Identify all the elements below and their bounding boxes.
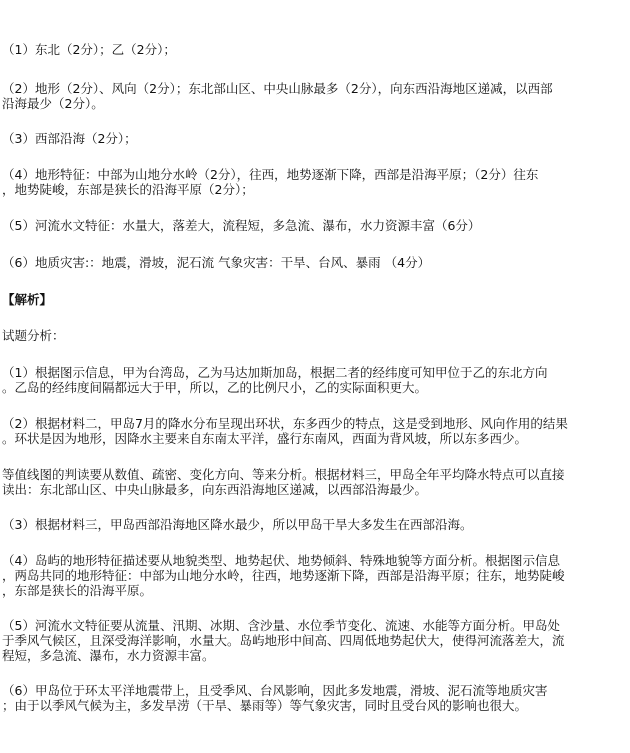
answer-3: （3）西部沿海（2分）； [2, 131, 137, 146]
analysis-para-2-line-2: 。环状是因为地形，因降水主要来自东南太平洋，盛行东南风，西面为背风坡，所以东多西少。 [2, 431, 528, 446]
analysis-para-5-line-3: ，东部是狭长的沿海平原。 [2, 583, 153, 598]
analysis-para-1-line-1: （1）根据图示信息，甲为台湾岛，乙为马达加斯加岛，根据二者的经纬度可知甲位于乙的东北方向 [2, 365, 548, 380]
analysis-para-3-line-1: 等值线图的判读要从数值、疏密、变化方向、等来分析。根据材料三，甲岛全年平均降水特点可以直接 [2, 467, 565, 482]
analysis-heading: 【解析】 [2, 292, 53, 307]
analysis-para-3-line-2: 读出：东北部山区、中央山脉最多，向东西沿海地区递减，以西部沿海最少。 [2, 482, 428, 497]
answer-4-line-2: ，地势陡峻，东部是狭长的沿海平原（2分）； [2, 182, 254, 197]
answer-6: （6）地质灾害:：地震，滑坡，泥石流 气象灾害：干旱、台风、暴雨 （4分） [2, 255, 431, 270]
analysis-para-6-line-1: （5）河流水文特征要从流量、汛期、冰期、含沙量、水位季节变化、流速、水能等方面分析。甲岛处 [2, 618, 560, 633]
analysis-para-7-line-2: ；由于以季风气候为主，多发旱涝（干旱、暴雨等）等气象灾害，同时且受台风的影响也很大。 [2, 698, 528, 713]
analysis-para-1-line-2: 。乙岛的经纬度间隔都远大于甲，所以，乙的比例尺小，乙的实际面积更大。 [2, 380, 428, 395]
answer-2-line-2: 沿海最少（2分）。 [2, 96, 104, 111]
analysis-para-2-line-1: （2）根据材料二，甲岛7月的降水分布呈现出环状，东多西少的特点，这是受到地形、风向作用的结果 [2, 416, 568, 431]
analysis-para-5-line-2: ，两岛共同的地形特征：中部为山地分水岭，往西，地势逐渐下降，西部是沿海平原；往东，地势陡峻 [2, 568, 565, 583]
answer-2-line-1: （2）地形（2分）、风向（2分）；东北部山区、中央山脉最多（2分），向东西沿海地区递减，以西部 [2, 81, 553, 96]
analysis-para-6-line-3: 程短，多急流、瀑布，水力资源丰富。 [2, 648, 215, 663]
analysis-intro: 试题分析： [2, 328, 65, 343]
analysis-para-4: （3）根据材料三，甲岛西部沿海地区降水最少，所以甲岛干旱大多发生在西部沿海。 [2, 517, 473, 532]
answer-5: （5）河流水文特征：水量大，落差大，流程短，多急流、瀑布，水力资源丰富（6分） [2, 218, 481, 233]
answer-1: （1）东北（2分）；乙（2分）； [2, 42, 176, 57]
answer-4-line-1: （4）地形特征：中部为山地分水岭（2分），往西，地势逐渐下降，西部是沿海平原；（2分）往东 [2, 167, 539, 182]
analysis-para-7-line-1: （6）甲岛位于环太平洋地震带上，且受季风、台风影响，因此多发地震，滑坡、泥石流等地质灾害 [2, 683, 548, 698]
analysis-para-5-line-1: （4）岛屿的地形特征描述要从地貌类型、地势起伏、地势倾斜、特殊地貌等方面分析。根据图示信息 [2, 553, 560, 568]
analysis-para-6-line-2: 于季风气候区，且深受海洋影响，水量大。岛屿地形中间高、四周低地势起伏大，使得河流落差大，流 [2, 633, 565, 648]
